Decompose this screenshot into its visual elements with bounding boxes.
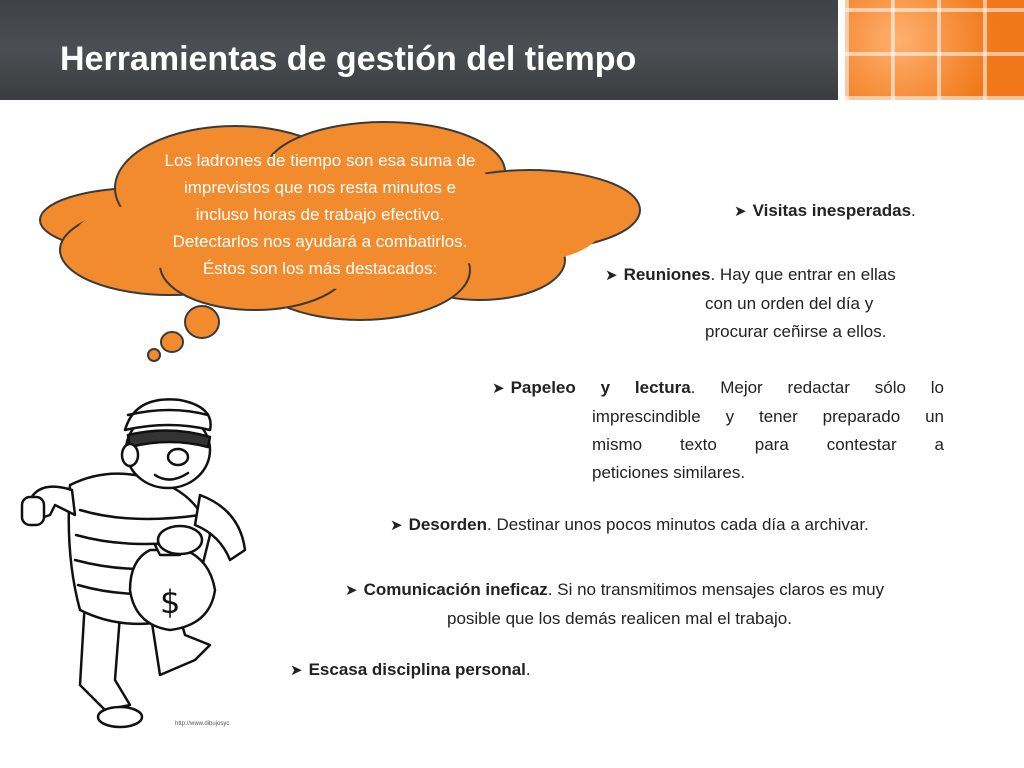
bullet-desorden bbox=[390, 511, 869, 540]
arrow-icon: ➤ bbox=[492, 380, 505, 397]
bullet-text: . Si no transmitimos mensajes claros es muy bbox=[547, 580, 885, 599]
bullet-escasa bbox=[290, 656, 531, 685]
arrow-icon: ➤ bbox=[734, 203, 747, 220]
bullet-continuation: procurar ceñirse a ellos. bbox=[705, 322, 887, 341]
bullet-reuniones bbox=[605, 261, 965, 346]
cloud-line: Los ladrones de tiempo son esa suma de bbox=[164, 151, 476, 170]
bullet-continuation: con un orden del día y bbox=[705, 294, 874, 313]
thief-illustration bbox=[10, 385, 255, 740]
bullet-title: Visitas inesperadas bbox=[752, 201, 912, 220]
arrow-icon: ➤ bbox=[605, 267, 618, 284]
bullet-title: Escasa disciplina personal bbox=[308, 660, 526, 679]
slide-title: Herramientas de gestión del tiempo bbox=[60, 40, 637, 78]
cloud-line: incluso horas de trabajo efectivo. bbox=[195, 205, 445, 224]
bullet-title: Reuniones bbox=[623, 265, 711, 284]
bullet-text: . bbox=[525, 660, 531, 679]
cloud-line: Éstos son los más destacados: bbox=[202, 259, 438, 278]
header-photo bbox=[845, 0, 1024, 100]
image-credit: http://www.dibujosyc bbox=[175, 721, 230, 727]
bullet-text: . Destinar unos pocos minutos cada día a archivar. bbox=[487, 515, 869, 534]
bullet-text: . Mejor redactar sólo lo bbox=[690, 378, 945, 397]
dollar-sign: $ bbox=[160, 583, 181, 621]
bullet-continuation: peticiones similares. bbox=[592, 463, 746, 482]
bullet-title: Papeleo y lectura bbox=[510, 378, 691, 397]
bullet-text: . bbox=[911, 201, 916, 220]
bullet-continuation: posible que los demás realicen mal el trabajo. bbox=[447, 609, 792, 628]
bullet-continuation: mismo texto para contestar a bbox=[592, 435, 944, 454]
bullet-title: Desorden bbox=[408, 515, 487, 534]
cloud-text bbox=[110, 147, 530, 282]
arrow-icon: ➤ bbox=[390, 517, 403, 534]
cloud-line: Detectarlos nos ayudará a combatirlos. bbox=[172, 232, 468, 251]
bullet-papeleo bbox=[492, 374, 944, 487]
cloud-line: imprevistos que nos resta minutos e bbox=[183, 178, 457, 197]
bullet-first-line bbox=[492, 374, 944, 403]
bullet-text: . Hay que entrar en ellas bbox=[710, 265, 896, 284]
bullet-visitas bbox=[734, 197, 916, 226]
bullet-title: Comunicación ineficaz bbox=[363, 580, 548, 599]
arrow-icon: ➤ bbox=[345, 582, 358, 599]
bullet-continuation: imprescindible y tener preparado un bbox=[592, 407, 944, 426]
arrow-icon: ➤ bbox=[290, 662, 303, 679]
bullet-comunicacion bbox=[345, 576, 995, 633]
